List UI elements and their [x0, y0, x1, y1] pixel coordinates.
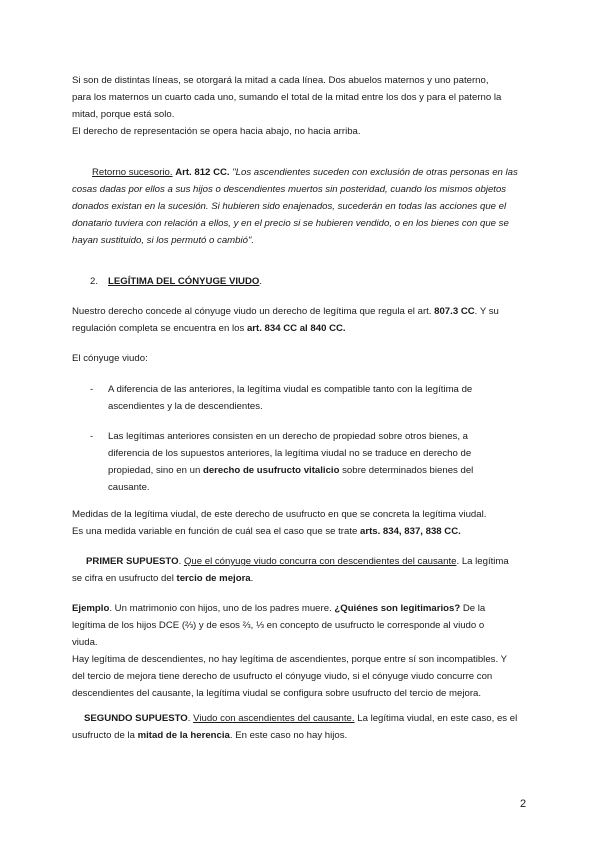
nuestro-paragraph [72, 303, 532, 337]
section-number: 2. [90, 276, 99, 287]
bullet-line: ascendientes y la de descendientes. [108, 401, 263, 412]
text: viuda. [72, 637, 98, 648]
text: regulación completa se encuentra en los [72, 323, 247, 334]
emphasis: tercio de mejora [176, 573, 251, 584]
supuesto-label: PRIMER SUPUESTO [86, 556, 179, 567]
ejemplo-paragraph [72, 600, 532, 702]
text: propiedad, sino en un [108, 465, 203, 476]
text: legítima de los hijos DCE (⅔) y de esos ⅔, ⅓ en concepto de usufructo le corresponde al viudo o [72, 620, 485, 631]
article-ref: 807.3 CC [434, 306, 475, 317]
text: Medidas de la legítima viudal, de este derecho de usufructo en que se concreta la legítima viudal. [72, 509, 487, 520]
text: Nuestro derecho concede al cónyuge viudo un derecho de legítima que regula el art. [72, 306, 435, 317]
text: . La legítima [456, 556, 509, 567]
page-number: 2 [520, 798, 527, 810]
intro-line: mitad, porque está solo. [72, 109, 175, 120]
retorno-quote: donatario tuviera con relación a ellos, y en el precio si se hubieren vendido, o en los bienes con que se [72, 218, 509, 229]
question: ¿Quiénes son legitimarios? [334, 603, 461, 614]
retorno-paragraph [72, 164, 532, 249]
bullet-line: diferencia de los supuestos anteriores, la legítima viudal no se traduce en derecho de [108, 448, 472, 459]
bullet-line: Las legítimas anteriores consisten en un derecho de propiedad sobre otros bienes, a [108, 431, 468, 442]
conyuge-label: El cónyuge viudo: [72, 353, 148, 364]
text: Hay legítima de descendientes, no hay legítima de ascendientes, porque entre sí son incompatibles. Y [72, 654, 508, 665]
retorno-article: Art. 812 CC. [175, 167, 230, 178]
bullet-dash: - [90, 384, 94, 395]
retorno-quote: hayan sustituido, si los permutó o cambió". [72, 235, 255, 246]
medidas-paragraph [72, 506, 532, 540]
text: sobre determinados bienes del [339, 465, 474, 476]
text: De la [460, 603, 486, 614]
retorno-quote: donados existan en la sucesión. Si hubieren sido enajenados, sucederán en todas las acciones que el [72, 201, 507, 212]
bullet-line: A diferencia de las anteriores, la legítima viudal es compatible tanto con la legítima de [108, 384, 473, 395]
article-ref: arts. 834, 837, 838 CC. [360, 526, 461, 537]
supuesto-title: Viudo con ascendientes del causante. [193, 713, 355, 724]
retorno-quote: "Los ascendientes suceden con exclusión de otras personas en las [232, 167, 518, 178]
intro-line: Si son de distintas líneas, se otorgará la mitad a cada línea. Dos abuelos maternos y uno paterno, [72, 75, 489, 86]
text: . Un matrimonio con hijos, uno de los padres muere. [109, 603, 335, 614]
bullet-line: causante. [108, 482, 150, 493]
retorno-label: Retorno sucesorio. [92, 167, 173, 178]
text: . [178, 556, 184, 567]
segundo-supuesto-paragraph [72, 710, 532, 744]
text: La legítima viudal, en este caso, es el [354, 713, 518, 724]
primer-supuesto-paragraph [72, 553, 532, 587]
text: del tercio de mejora tiene derecho de usufructo el cónyuge viudo, si el cónyuge viudo concurre con [72, 671, 493, 682]
text: descendientes del causante, la legítima viudal se configura sobre usufructo del tercio de mejora. [72, 688, 482, 699]
text: . Y su [474, 306, 499, 317]
ejemplo-label: Ejemplo [72, 603, 110, 614]
text: Es una medida variable en función de cuál sea el caso que se trate [72, 526, 360, 537]
section-title-end: . [259, 276, 263, 287]
retorno-quote: cosas dadas por ellos a sus hijos o descendientes muertos sin posteridad, cuando los mismos objetos [72, 184, 507, 195]
bullet-dash: - [90, 431, 94, 442]
text: usufructo de la [72, 730, 138, 741]
section-title: LEGÍTIMA DEL CÓNYUGE VIUDO [108, 276, 260, 287]
text: se cifra en usufructo del [72, 573, 177, 584]
intro-paragraph [72, 72, 532, 140]
intro-line: El derecho de representación se opera hacia abajo, no hacia arriba. [72, 126, 361, 137]
emphasis: derecho de usufructo vitalicio [202, 465, 340, 476]
text: . En este caso no hay hijos. [229, 730, 348, 741]
emphasis: mitad de la herencia [137, 730, 230, 741]
text: . [187, 713, 194, 724]
article-ref: art. 834 CC al 840 CC. [246, 323, 346, 334]
supuesto-label: SEGUNDO SUPUESTO [84, 713, 188, 724]
text: . [250, 573, 254, 584]
intro-line: para los maternos un cuarto cada uno, sumando el total de la mitad entre los dos y para el paterno la [72, 92, 502, 103]
supuesto-title: Que el cónyuge viudo concurra con descendientes del causante [183, 556, 457, 567]
